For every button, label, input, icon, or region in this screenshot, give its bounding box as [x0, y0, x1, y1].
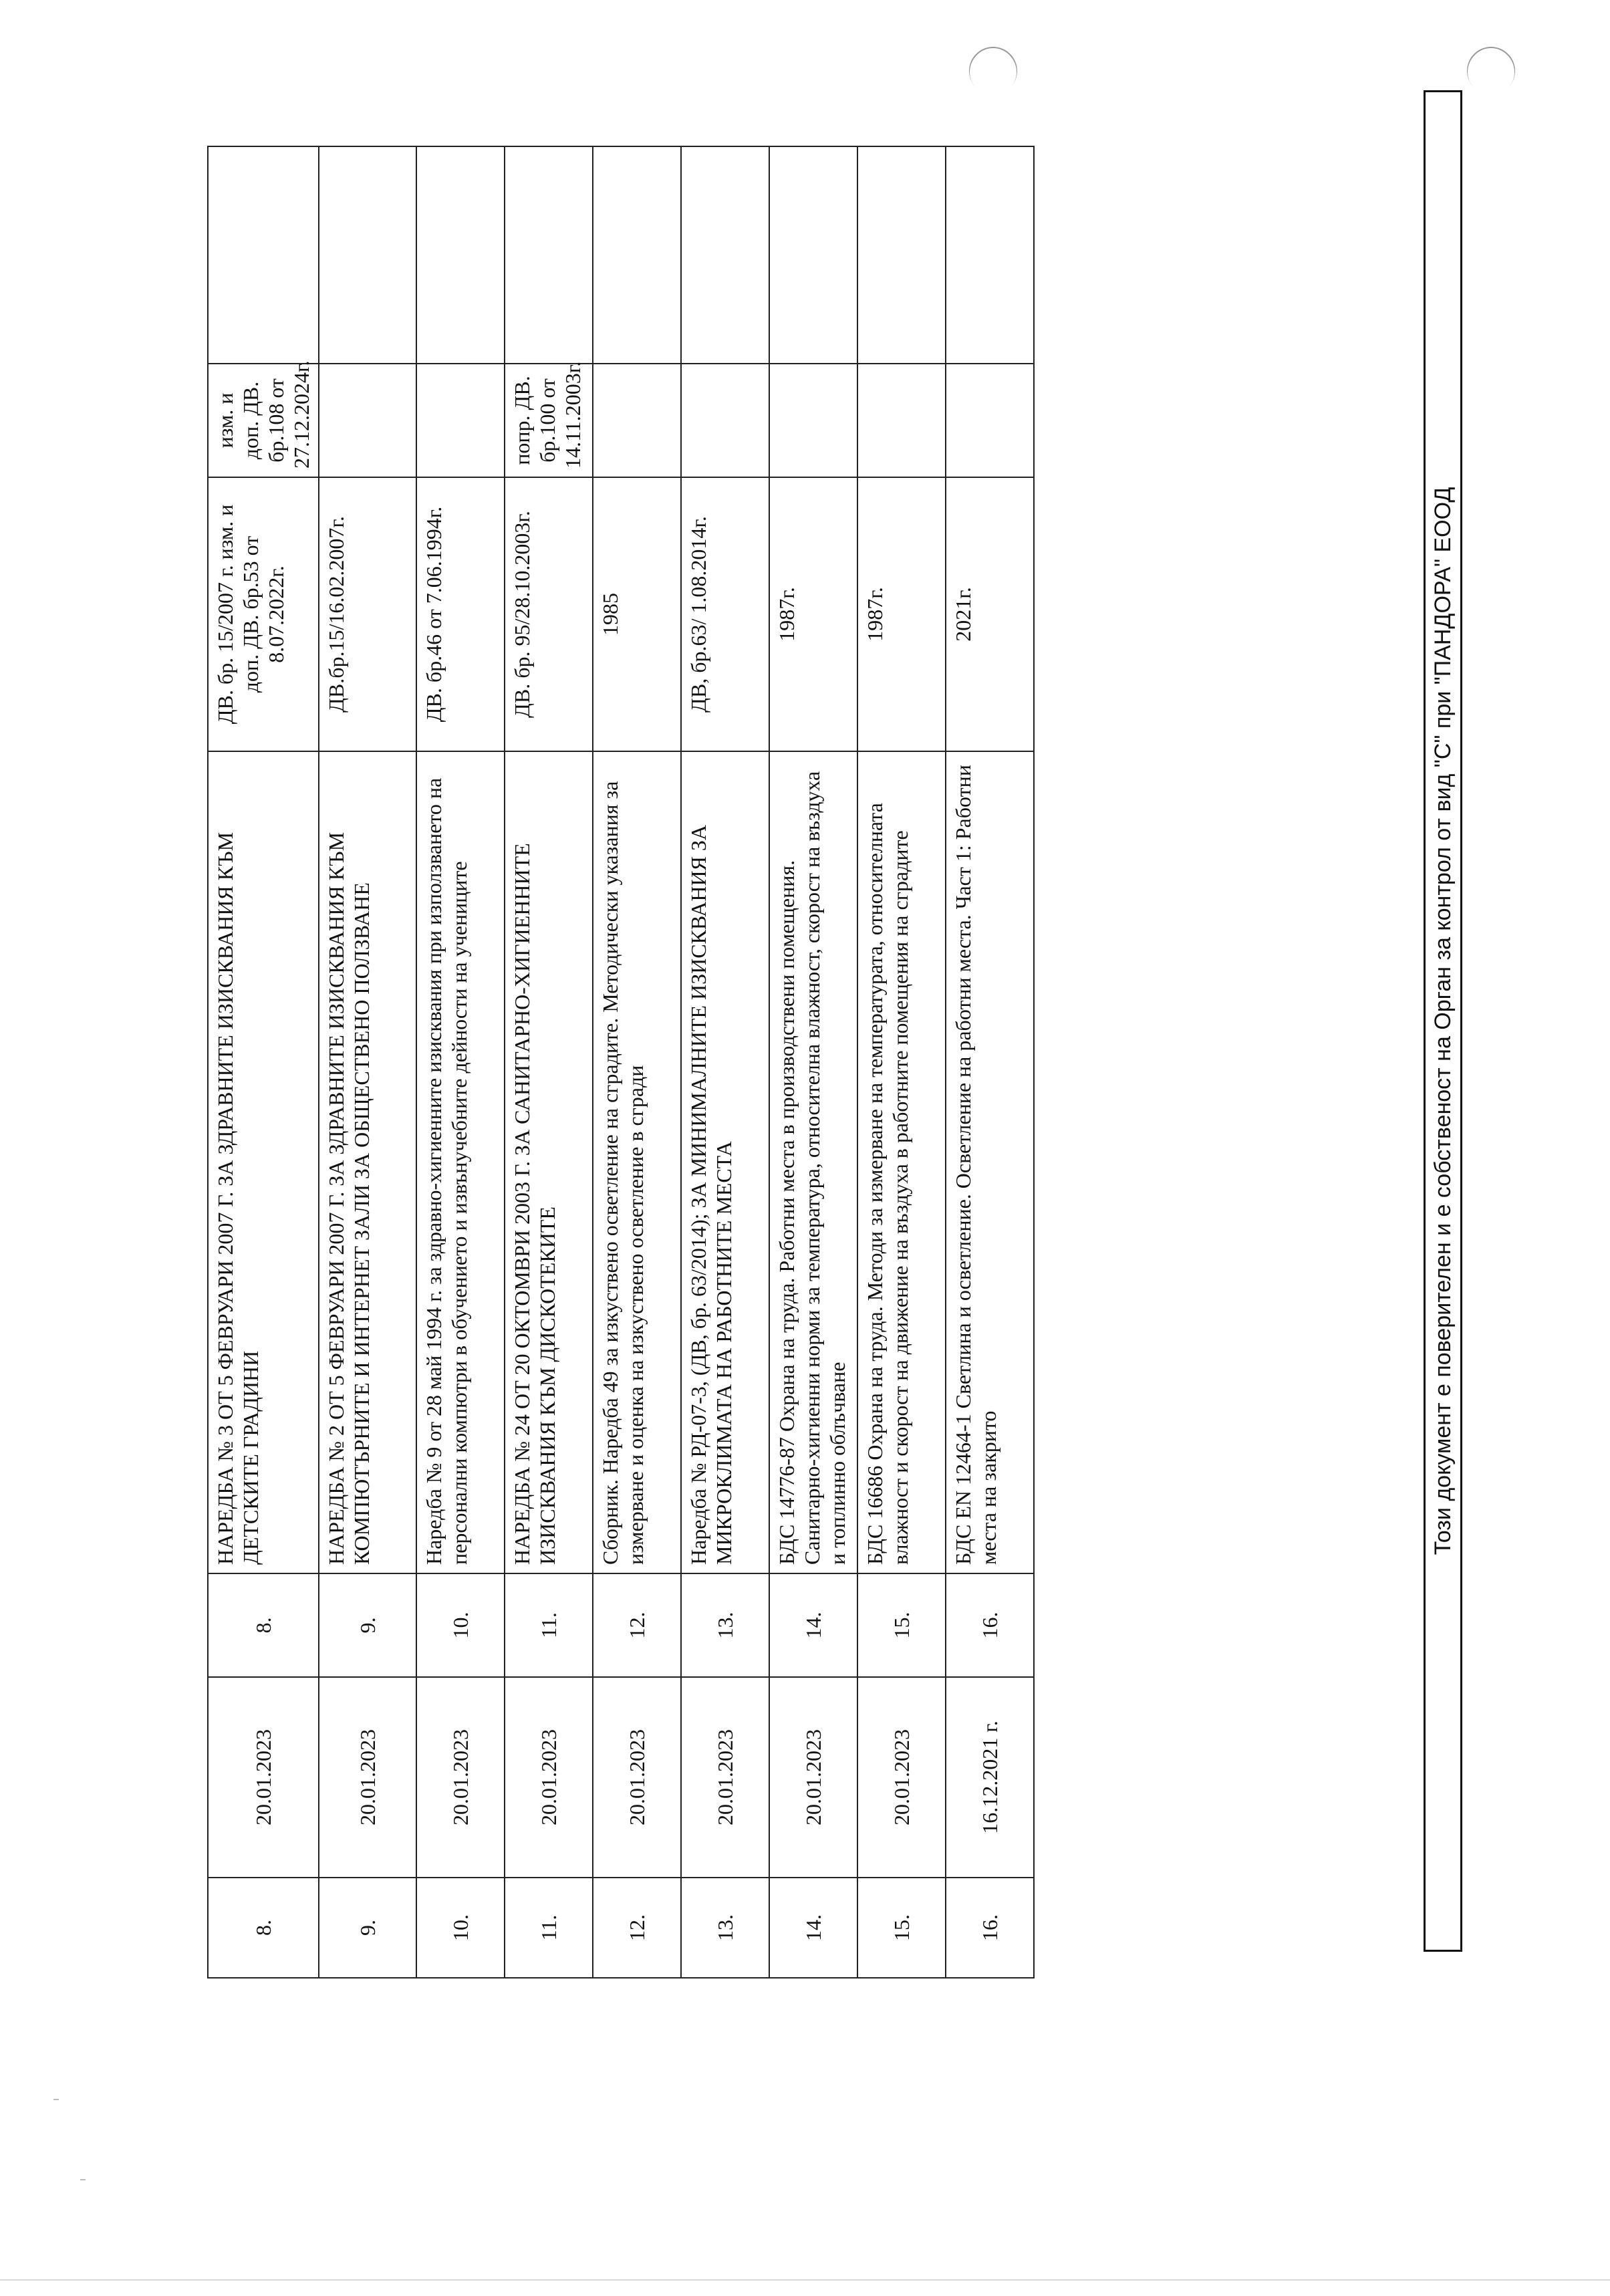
ref-number-cell: 9. [319, 1573, 416, 1677]
note-cell [505, 146, 593, 364]
row-number-cell: 9. [319, 1878, 416, 1978]
note-cell [769, 146, 857, 364]
document-title-cell: НАРЕДБА № 24 ОТ 20 ОКТОМВРИ 2003 Г. ЗА САНИТАРНО-ХИГИЕННИТЕ ИЗИСКВАНИЯ КЪМ ДИСКОТЕКИТЕ [505, 751, 593, 1573]
date-cell: 20.01.2023 [769, 1677, 857, 1878]
ref-number-cell: 8. [208, 1573, 319, 1677]
date-cell: 20.01.2023 [681, 1677, 769, 1878]
source-cell: 1985 [593, 477, 681, 751]
row-number-cell: 10. [416, 1878, 505, 1978]
table-row [208, 146, 319, 1978]
row-number-cell: 16. [946, 1878, 1034, 1978]
date-cell: 20.01.2023 [208, 1677, 319, 1878]
row-number-cell: 14. [769, 1878, 857, 1978]
amendment-cell [857, 364, 946, 477]
note-cell [593, 146, 681, 364]
amendment-cell: изм. и доп. ДВ. бр.108 от 27.12.2024г. [208, 364, 319, 477]
source-cell: ДВ.бр.15/16.02.2007г. [319, 477, 416, 751]
document-title-cell: НАРЕДБА № 3 ОТ 5 ФЕВРУАРИ 2007 Г. ЗА ЗДРАВНИТЕ ИЗИСКВАНИЯ КЪМ ДЕТСКИТЕ ГРАДИНИ [208, 751, 319, 1573]
note-cell [857, 146, 946, 364]
note-cell [681, 146, 769, 364]
document-title-cell: БДС EN 12464-1 Светлина и осветление. Осветление на работни места. Част 1: Работни места на закрито [946, 751, 1034, 1573]
regulations-table [207, 146, 1035, 1979]
table-row [319, 146, 416, 1978]
date-cell: 20.01.2023 [593, 1677, 681, 1878]
note-cell [416, 146, 505, 364]
ref-number-cell: 13. [681, 1573, 769, 1677]
ref-number-cell: 16. [946, 1573, 1034, 1677]
confidentiality-footer: Този документ е поверителен и е собственост на Орган за контрол от вид "С" при "ПАНДОРА" ЕООД [1424, 90, 1462, 1952]
document-title-cell: Сборник. Наредба 49 за изкуствено осветление на сградите. Методически указания за измерване и оценка на изкуствено осветление в сгради [593, 751, 681, 1573]
source-cell: ДВ. бр. 95/28.10.2003г. [505, 477, 593, 751]
note-cell [946, 146, 1034, 364]
note-cell [208, 146, 319, 364]
row-number-cell: 15. [857, 1878, 946, 1978]
document-title-cell: Наредба № РД-07-3, (ДВ, бр. 63/2014); ЗА МИНИМАЛНИТЕ ИЗИСКВАНИЯ ЗА МИКРОКЛИМАТА НА РАБОТНИТЕ МЕСТА [681, 751, 769, 1573]
source-cell: 1987г. [857, 477, 946, 751]
row-number-cell: 13. [681, 1878, 769, 1978]
row-number-cell: 12. [593, 1878, 681, 1978]
ref-number-cell: 14. [769, 1573, 857, 1677]
date-cell: 20.01.2023 [416, 1677, 505, 1878]
document-title-cell: БДС 14776-87 Охрана на труда. Работни места в производствени помещения. Санитарно-хигиенни норми за температура, относителна влажност, скорост на въздуха и топлинно облъчване [769, 751, 857, 1573]
source-cell: ДВ. бр.46 от 7.06.1994г. [416, 477, 505, 751]
table-row [593, 146, 681, 1978]
row-number-cell: 8. [208, 1878, 319, 1978]
document-title-cell: НАРЕДБА № 2 ОТ 5 ФЕВРУАРИ 2007 Г. ЗА ЗДРАВНИТЕ ИЗИСКВАНИЯ КЪМ КОМПЮТЪРНИТЕ И ИНТЕРНЕТ ЗАЛИ ЗА ОБЩЕСТВЕНО ПОЛЗВАНЕ [319, 751, 416, 1573]
amendment-cell [769, 364, 857, 477]
amendment-cell [416, 364, 505, 477]
source-cell: 1987г. [769, 477, 857, 751]
amendment-cell [681, 364, 769, 477]
amendment-cell [319, 364, 416, 477]
ref-number-cell: 11. [505, 1573, 593, 1677]
source-cell: ДВ. бр. 15/2007 г. изм. и доп. ДВ. бр.53 от 8.07.2022г. [208, 477, 319, 751]
source-cell: ДВ, бр.63/ 1.08.2014г. [681, 477, 769, 751]
ref-number-cell: 15. [857, 1573, 946, 1677]
source-cell: 2021г. [946, 477, 1034, 751]
table-row [505, 146, 593, 1978]
document-title-cell: Наредба № 9 от 28 май 1994 г. за здравно-хигиенните изисквания при използването на персонални компютри в обучението и извънучебните дейности на учениците [416, 751, 505, 1573]
table-row [416, 146, 505, 1978]
ref-number-cell: 12. [593, 1573, 681, 1677]
table-row [946, 146, 1034, 1978]
document-title-cell: БДС 16686 Охрана на труда. Методи за измерване на температурата, относителната влажност и скорост на движение на въздуха в работните помещения на сградите [857, 751, 946, 1573]
amendment-cell [593, 364, 681, 477]
row-number-cell: 11. [505, 1878, 593, 1978]
date-cell: 20.01.2023 [319, 1677, 416, 1878]
amendment-cell: попр. ДВ. бр.100 от 14.11.2003г. [505, 364, 593, 477]
date-cell: 16.12.2021 г. [946, 1677, 1034, 1878]
table-row [681, 146, 769, 1978]
ref-number-cell: 10. [416, 1573, 505, 1677]
amendment-cell [946, 364, 1034, 477]
table-row [857, 146, 946, 1978]
table-row [769, 146, 857, 1978]
table-body [208, 146, 1034, 1978]
date-cell: 20.01.2023 [857, 1677, 946, 1878]
note-cell [319, 146, 416, 364]
date-cell: 20.01.2023 [505, 1677, 593, 1878]
